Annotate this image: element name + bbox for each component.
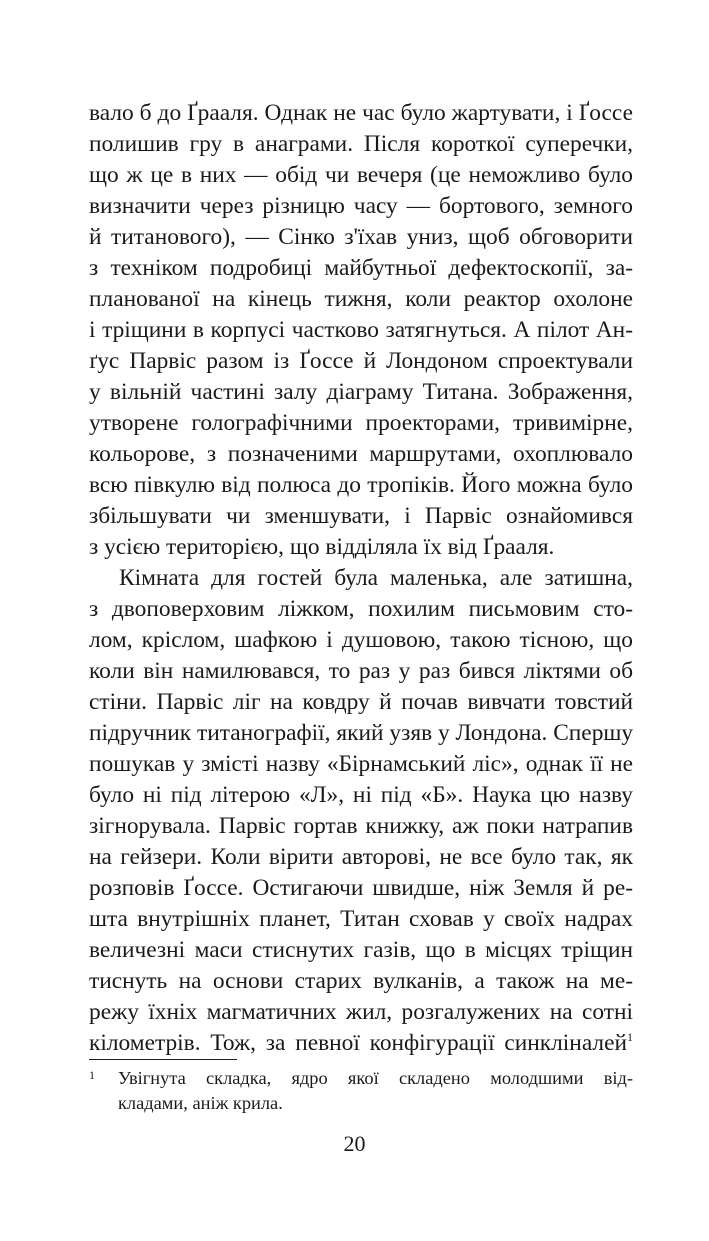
text-line: з техніком подробиці майбутньої дефектоскопії, за-	[89, 255, 633, 281]
text-line: всю півкулю від полюса до тропіків. Його можна було	[89, 472, 633, 498]
text-line: кольорове, з позначеними маршрутами, охоплювало	[89, 441, 633, 467]
text-line: величезні маси стиснутих газів, що в місцях тріщин	[89, 937, 633, 963]
paragraph-1	[89, 98, 633, 563]
text-line: у вільній частині залу діаграму Титана. Зображення,	[89, 379, 633, 405]
text-line: пошукав у змісті назву «Бірнамський ліс», однак її не	[89, 751, 633, 777]
text-line: планованої на кінець тижня, коли реактор охолоне	[89, 286, 633, 312]
footnote-line: Увігнута складка, ядро якої складено молодшими від-	[118, 1068, 633, 1088]
text-line: збільшувати чи зменшувати, і Парвіс ознайомився	[89, 503, 633, 529]
footnote-mark: 1	[89, 1068, 95, 1082]
text-line: полишив гру в анаграми. Після короткої суперечки,	[89, 131, 633, 157]
body-text	[89, 98, 633, 1059]
text-line: розповів Ґоссе. Остигаючи швидше, ніж Земля й ре-	[89, 875, 633, 901]
text-line: визначити через різницю часу — бортового, земного	[89, 193, 633, 219]
footnote	[89, 1066, 633, 1116]
text-line: стіни. Парвіс ліг на ковдру й почав вивчати товстий	[89, 689, 633, 715]
text-line: ґус Парвіс разом із Ґоссе й Лондоном спроектували	[89, 348, 633, 374]
text-line: Кімната для гостей була маленька, але затишна,	[119, 565, 633, 591]
text-line: й титанового), — Сінко з'їхав униз, щоб обговорити	[89, 224, 633, 250]
text-line-with-footnote	[89, 1028, 633, 1059]
text-line: і тріщини в корпусі частково затягнуться. А пілот Ан-	[89, 317, 633, 343]
text-line: зігнорувала. Парвіс гортав книжку, аж поки натрапив	[89, 813, 633, 839]
text-line: утворене голографічними проекторами, тривимірне,	[89, 410, 633, 436]
text-line: шта внутрішніх планет, Титан сховав у своїх надрах	[89, 906, 633, 932]
text-line: з двоповерховим ліжком, похилим письмовим сто-	[89, 596, 633, 622]
text-line-content: кілометрів. Тож, за певної конфігурації синкліналей	[89, 1030, 627, 1056]
text-line: що ж це в них — обід чи вечеря (це неможливо було	[89, 162, 633, 188]
footnote-line: кладами, аніж крила.	[118, 1093, 283, 1113]
text-line: тиснуть на основи старих вулканів, а також на ме-	[89, 968, 633, 994]
text-line: лом, кріслом, шафкою і душовою, такою тісною, що	[89, 627, 633, 653]
text-line: підручник титанографії, який узяв у Лондона. Спершу	[89, 720, 634, 746]
footnote-divider	[89, 1059, 237, 1060]
text-line: було ні під літерою «Л», ні під «Б». Наука цю назву	[89, 782, 633, 808]
page-number: 20	[343, 1131, 366, 1156]
text-line: коли він намилювався, то раз у раз бився ліктями об	[89, 658, 633, 684]
footnote-reference[interactable]: 1	[627, 1030, 633, 1044]
paragraph-2	[89, 563, 633, 1059]
text-line: вало б до Ґрааля. Однак не час було жартувати, і Ґоссе	[89, 100, 633, 126]
text-line: з усією територією, що відділяла їх від Ґрааля.	[89, 534, 555, 560]
text-line: режу їхніх магматичних жил, розгалужених на сотні	[89, 999, 633, 1025]
text-line: на гейзери. Коли вірити авторові, не все було так, як	[89, 844, 633, 870]
